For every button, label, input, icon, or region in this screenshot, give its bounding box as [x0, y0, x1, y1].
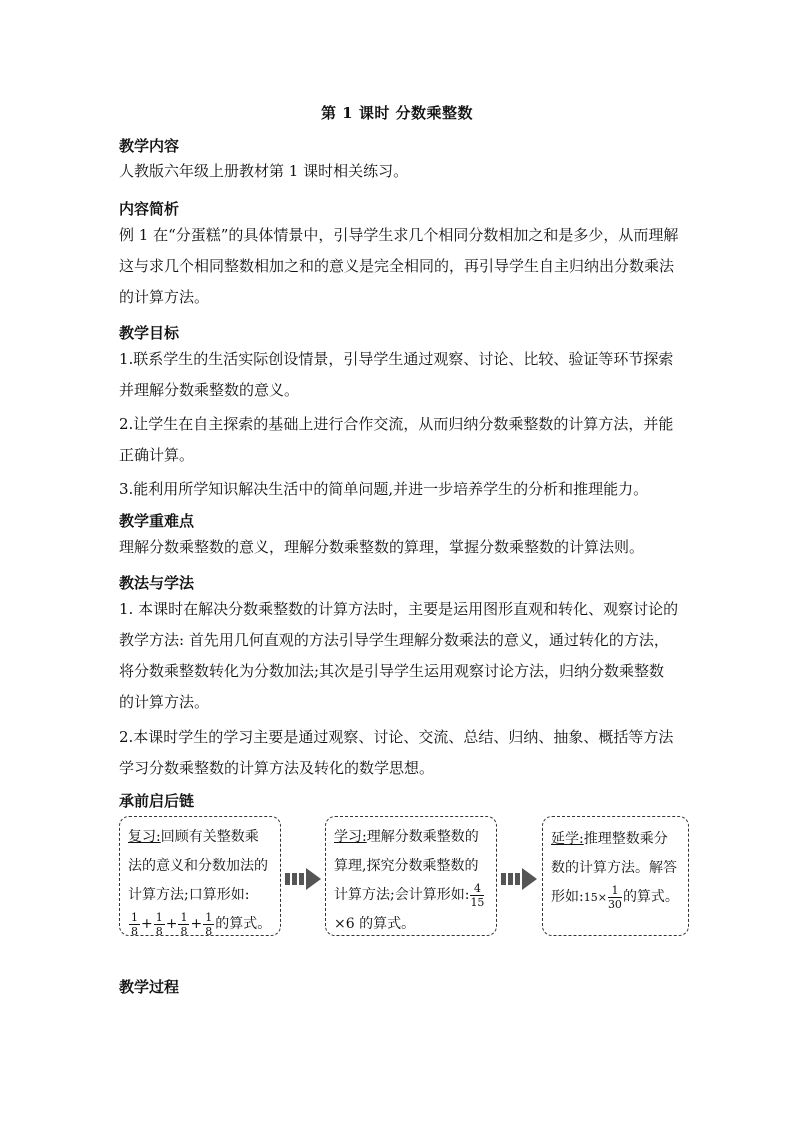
method-1: 1. 本课时在解决分数乘整数的计算方法时，主要是运用图形直观和转化、观察讨论的教学方法: 首先用几何直观的方法引导学生理解分数乘法的意义，通过转化的方法，将分数乘整数转化为分数加法;其次是引导学生运用观察讨论方法，归纳分数乘整数的计算方法。 [119, 600, 679, 711]
fraction: $\frac{1}{8}$ [131, 910, 138, 938]
arrow-right-icon [285, 868, 323, 890]
analysis-text: 例 1 在“分蛋糕”的具体情景中，引导学生求几个相同分数相加之和是多少，从而理解这与求几个相同整数相加之和的意义是完全相同的，再引导学生自主归纳出分数乘法的计算方法。 [119, 226, 679, 306]
fraction: $\frac{1}{8}$ [155, 910, 163, 938]
fraction: $\frac{1}{8}$ [205, 910, 213, 938]
review-box: 复习:回顾有关整数乘法的意义和分数加法的计算方法;口算形如: $\frac{1}{8}$ + $\frac{1}{8}$ + $\frac{1}{8}$ + $\frac{1}{8}$ 的算式。 [119, 816, 281, 936]
goals-heading: 教学目标 [119, 324, 180, 342]
analysis-heading: 内容简析 [119, 200, 180, 218]
learn-box [325, 816, 497, 936]
content-heading: 教学内容 [119, 137, 180, 155]
fraction: $\frac{1}{30}$ [607, 883, 622, 911]
fraction: $\frac{1}{8}$ [180, 910, 188, 938]
extend-tail: 的算式。 [622, 889, 679, 905]
key-heading: 教学重难点 [119, 512, 195, 530]
content-text: 人教版六年级上册教材第 1 课时相关练习。 [119, 162, 409, 180]
learn-tail: ×6 的算式。 [334, 916, 416, 932]
goal-1: 1.联系学生的生活实际创设情景，引导学生通过观察、讨论、比较、验证等环节探索并理解分数乘整数的意义。 [119, 350, 674, 399]
fraction: $\frac{4}{15}$ [470, 881, 485, 909]
review-text: 回顾有关整数乘法的意义和分数加法的计算方法;口算形如: [128, 829, 268, 903]
key-text: 理解分数乘整数的意义，理解分数乘整数的算理，掌握分数乘整数的计算法则。 [119, 538, 645, 556]
process-heading: 教学过程 [119, 978, 180, 996]
review-label: 复习: [128, 829, 161, 845]
goal-3: 3.能利用所学知识解决生活中的简单问题,并进一步培养学生的分析和推理能力。 [119, 480, 649, 498]
goal-2: 2.让学生在自主探索的基础上进行合作交流，从而归纳分数乘整数的计算方法，并能正确计算。 [119, 415, 674, 464]
review-tail: 的算式。 [215, 916, 272, 932]
extend-prefix: 15× [583, 891, 607, 904]
extend-label: 延学: [551, 831, 584, 847]
method-heading: 教法与学法 [119, 574, 195, 592]
link-heading: 承前启后链 [119, 792, 195, 810]
extend-text: 推理整数乘分数的计算方法。解答形如: [551, 831, 677, 905]
learn-label: 学习: [334, 829, 367, 845]
method-2: 2.本课时学生的学习主要是通过观察、讨论、交流、总结、归纳、抽象、概括等方法学习分数乘整数的计算方法及转化的数学思想。 [119, 728, 674, 777]
extend-box [542, 816, 689, 936]
arrow-right-icon [501, 868, 539, 890]
learn-text: 理解分数乘整数的算理,探究分数乘整数的计算方法;会计算形如: [334, 829, 479, 903]
page-title: 第 1 课时 分数乘整数 [320, 104, 474, 122]
